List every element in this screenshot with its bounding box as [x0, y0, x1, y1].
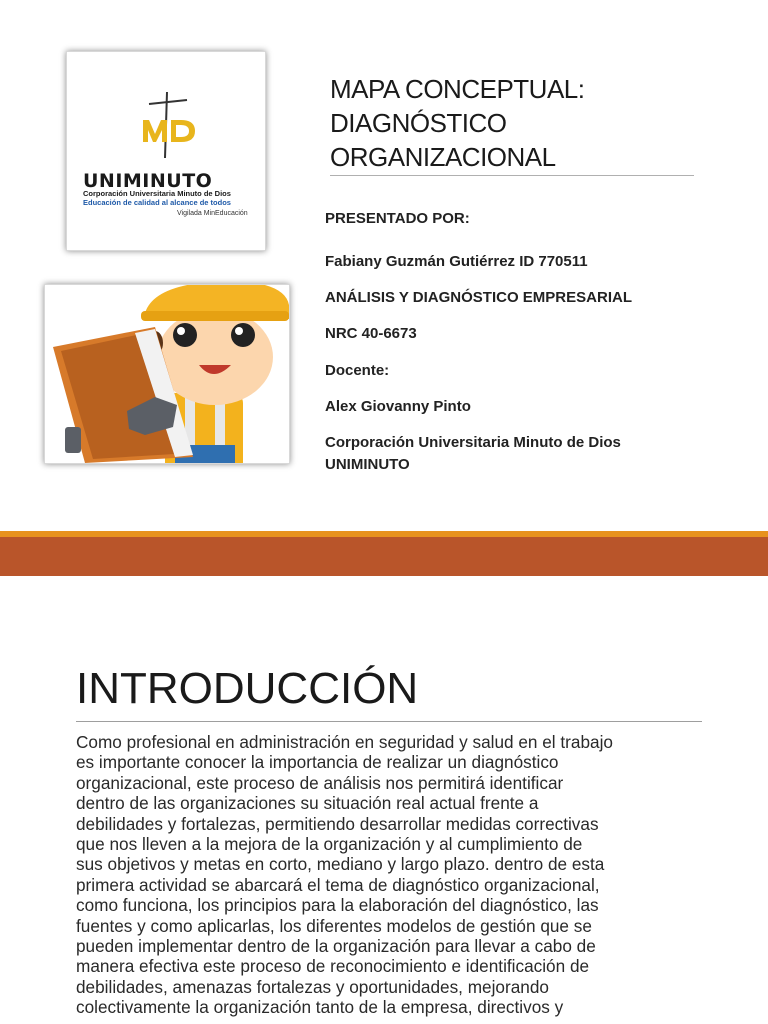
worker-illustration	[44, 284, 290, 464]
intro-body-line: que nos lleven a la mejora de la organización y al cumplimiento de	[76, 834, 583, 855]
institution-line-1: Corporación Universitaria Minuto de Dios	[325, 434, 621, 451]
intro-body-line: debilidades y fortalezas, permitiendo desarrollar medidas correctivas	[76, 813, 599, 834]
logo-name: UNIMINUTO	[83, 170, 213, 192]
nrc-line: NRC 40-6673	[325, 325, 417, 342]
title-line-1: MAPA CONCEPTUAL:	[330, 74, 585, 104]
title-divider	[330, 175, 694, 176]
worker-cartoon-icon	[45, 285, 289, 463]
intro-body-line: pueden implementar dentro de la organización para llevar a cabo de	[76, 936, 596, 957]
uniminuto-logo	[66, 51, 266, 251]
course-line: ANÁLISIS Y DIAGNÓSTICO EMPRESARIAL	[325, 289, 632, 306]
intro-body-line: colectivamente la organización tanto de la empresa, directivos y	[76, 997, 564, 1018]
logo-tagline: Educación de calidad al alcance de todos	[83, 198, 231, 207]
presented-by-label: PRESENTADO POR:	[325, 210, 470, 227]
teacher-label: Docente:	[325, 362, 390, 379]
intro-body-line: es importante conocer la importancia de realizar un diagnóstico	[76, 752, 559, 773]
intro-divider	[76, 721, 702, 722]
intro-body-line: manera efectiva este proceso de reconocimiento e identificación de	[76, 956, 590, 977]
institution-line-2: UNIMINUTO	[325, 456, 410, 473]
intro-body-line: Como profesional en administración en seguridad y salud en el trabajo	[76, 732, 613, 752]
intro-body-line: dentro de las organizaciones su situación real actual frente a	[76, 793, 539, 814]
teacher-name: Alex Giovanny Pinto	[325, 398, 471, 415]
md-logo-icon	[137, 90, 201, 160]
intro-body-line: primera actividad se abarcará el tema de diagnóstico organizacional,	[76, 874, 600, 895]
intro-body-line: sus objetivos y metas en corto, mediano y largo plazo. dentro de esta	[76, 854, 605, 875]
main-title	[330, 72, 710, 174]
footer-band	[0, 537, 768, 576]
intro-body-line: debilidades, amenazas fortalezas y oportunidades, mejorando	[76, 976, 549, 997]
intro-body	[76, 732, 706, 1018]
intro-body-line: organizacional, este proceso de análisis nos permitirá identificar	[76, 772, 564, 793]
title-line-2: DIAGNÓSTICO	[330, 108, 507, 138]
intro-body-line: fuentes y como aplicarlas, los diferentes modelos de gestión que se	[76, 915, 592, 936]
title-line-3: ORGANIZACIONAL	[330, 142, 556, 172]
author-line: Fabiany Guzmán Gutiérrez ID 770511	[325, 253, 588, 270]
intro-body-line: como funciona, los principios para la elaboración del diagnóstico, las	[76, 895, 599, 916]
logo-institution: Corporación Universitaria Minuto de Dios	[83, 189, 231, 198]
logo-vigilada: Vigilada MinEducación	[177, 210, 248, 217]
intro-title: INTRODUCCIÓN	[76, 664, 419, 713]
